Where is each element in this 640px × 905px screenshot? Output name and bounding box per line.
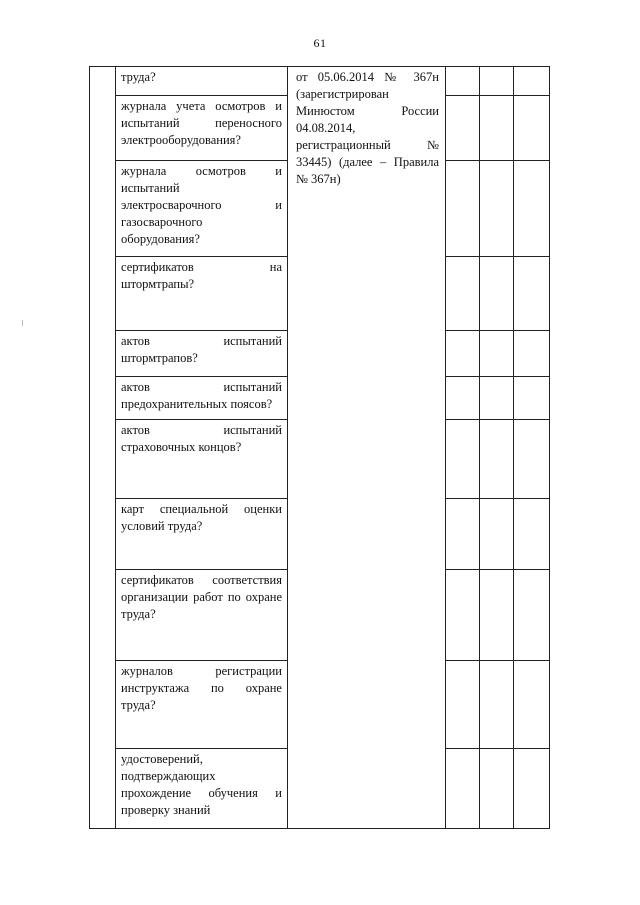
question-cell xyxy=(116,96,288,161)
question-text: актов испытаний страховочных концов? xyxy=(121,423,282,454)
question-text: сертификатов соответствия организации работ по охране труда? xyxy=(121,573,282,621)
answer-na-cell xyxy=(514,331,550,377)
answer-no-cell xyxy=(480,377,514,420)
answer-yes-cell xyxy=(446,331,480,377)
question-cell xyxy=(116,67,288,96)
answer-na-cell xyxy=(514,570,550,661)
answer-no-cell xyxy=(480,161,514,257)
answer-no-cell xyxy=(480,331,514,377)
answer-no-cell xyxy=(480,749,514,829)
question-text: журналов регистрации инструктажа по охране труда? xyxy=(121,664,282,712)
answer-no-cell xyxy=(480,570,514,661)
question-cell xyxy=(116,377,288,420)
answer-no-cell xyxy=(480,420,514,499)
question-cell xyxy=(116,749,288,829)
answer-na-cell xyxy=(514,161,550,257)
question-text: журнала осмотров и испытаний электросварочного и газосварочного оборудования? xyxy=(121,164,282,246)
question-text: труда? xyxy=(121,70,156,84)
question-text: удостоверений, подтверждающих прохождение обучения и проверку знаний xyxy=(121,752,282,817)
answer-no-cell xyxy=(480,67,514,96)
answer-na-cell xyxy=(514,749,550,829)
reference-cell xyxy=(288,67,446,829)
question-cell xyxy=(116,661,288,749)
reference-text: от 05.06.2014 № 367н (зарегистрирован Минюстом России 04.08.2014, регистрационный № 33445) (далее – Правила № 367н) xyxy=(296,70,439,186)
answer-no-cell xyxy=(480,257,514,331)
answer-na-cell xyxy=(514,499,550,570)
answer-na-cell xyxy=(514,661,550,749)
question-text: актов испытаний штормтрапов? xyxy=(121,334,282,365)
answer-yes-cell xyxy=(446,661,480,749)
page-number: 61 xyxy=(313,36,327,50)
answer-yes-cell xyxy=(446,749,480,829)
answer-no-cell xyxy=(480,661,514,749)
question-cell xyxy=(116,257,288,331)
number-cell xyxy=(90,67,116,829)
checklist-table xyxy=(89,66,550,829)
answer-yes-cell xyxy=(446,161,480,257)
answer-na-cell xyxy=(514,67,550,96)
question-cell xyxy=(116,420,288,499)
scan-margin-mark xyxy=(22,320,23,326)
answer-yes-cell xyxy=(446,257,480,331)
answer-no-cell xyxy=(480,499,514,570)
question-cell xyxy=(116,161,288,257)
answer-yes-cell xyxy=(446,67,480,96)
question-cell xyxy=(116,570,288,661)
question-text: актов испытаний предохранительных поясов? xyxy=(121,380,282,411)
answer-yes-cell xyxy=(446,96,480,161)
answer-na-cell xyxy=(514,420,550,499)
answer-yes-cell xyxy=(446,570,480,661)
answer-yes-cell xyxy=(446,420,480,499)
answer-na-cell xyxy=(514,257,550,331)
question-text: карт специальной оценки условий труда? xyxy=(121,502,282,533)
question-text: журнала учета осмотров и испытаний переносного электрооборудования? xyxy=(121,99,282,147)
answer-yes-cell xyxy=(446,377,480,420)
answer-no-cell xyxy=(480,96,514,161)
answer-yes-cell xyxy=(446,499,480,570)
table-row xyxy=(90,67,550,96)
question-text: сертификатов на штормтрапы? xyxy=(121,260,282,291)
answer-na-cell xyxy=(514,96,550,161)
question-cell xyxy=(116,331,288,377)
answer-na-cell xyxy=(514,377,550,420)
question-cell xyxy=(116,499,288,570)
